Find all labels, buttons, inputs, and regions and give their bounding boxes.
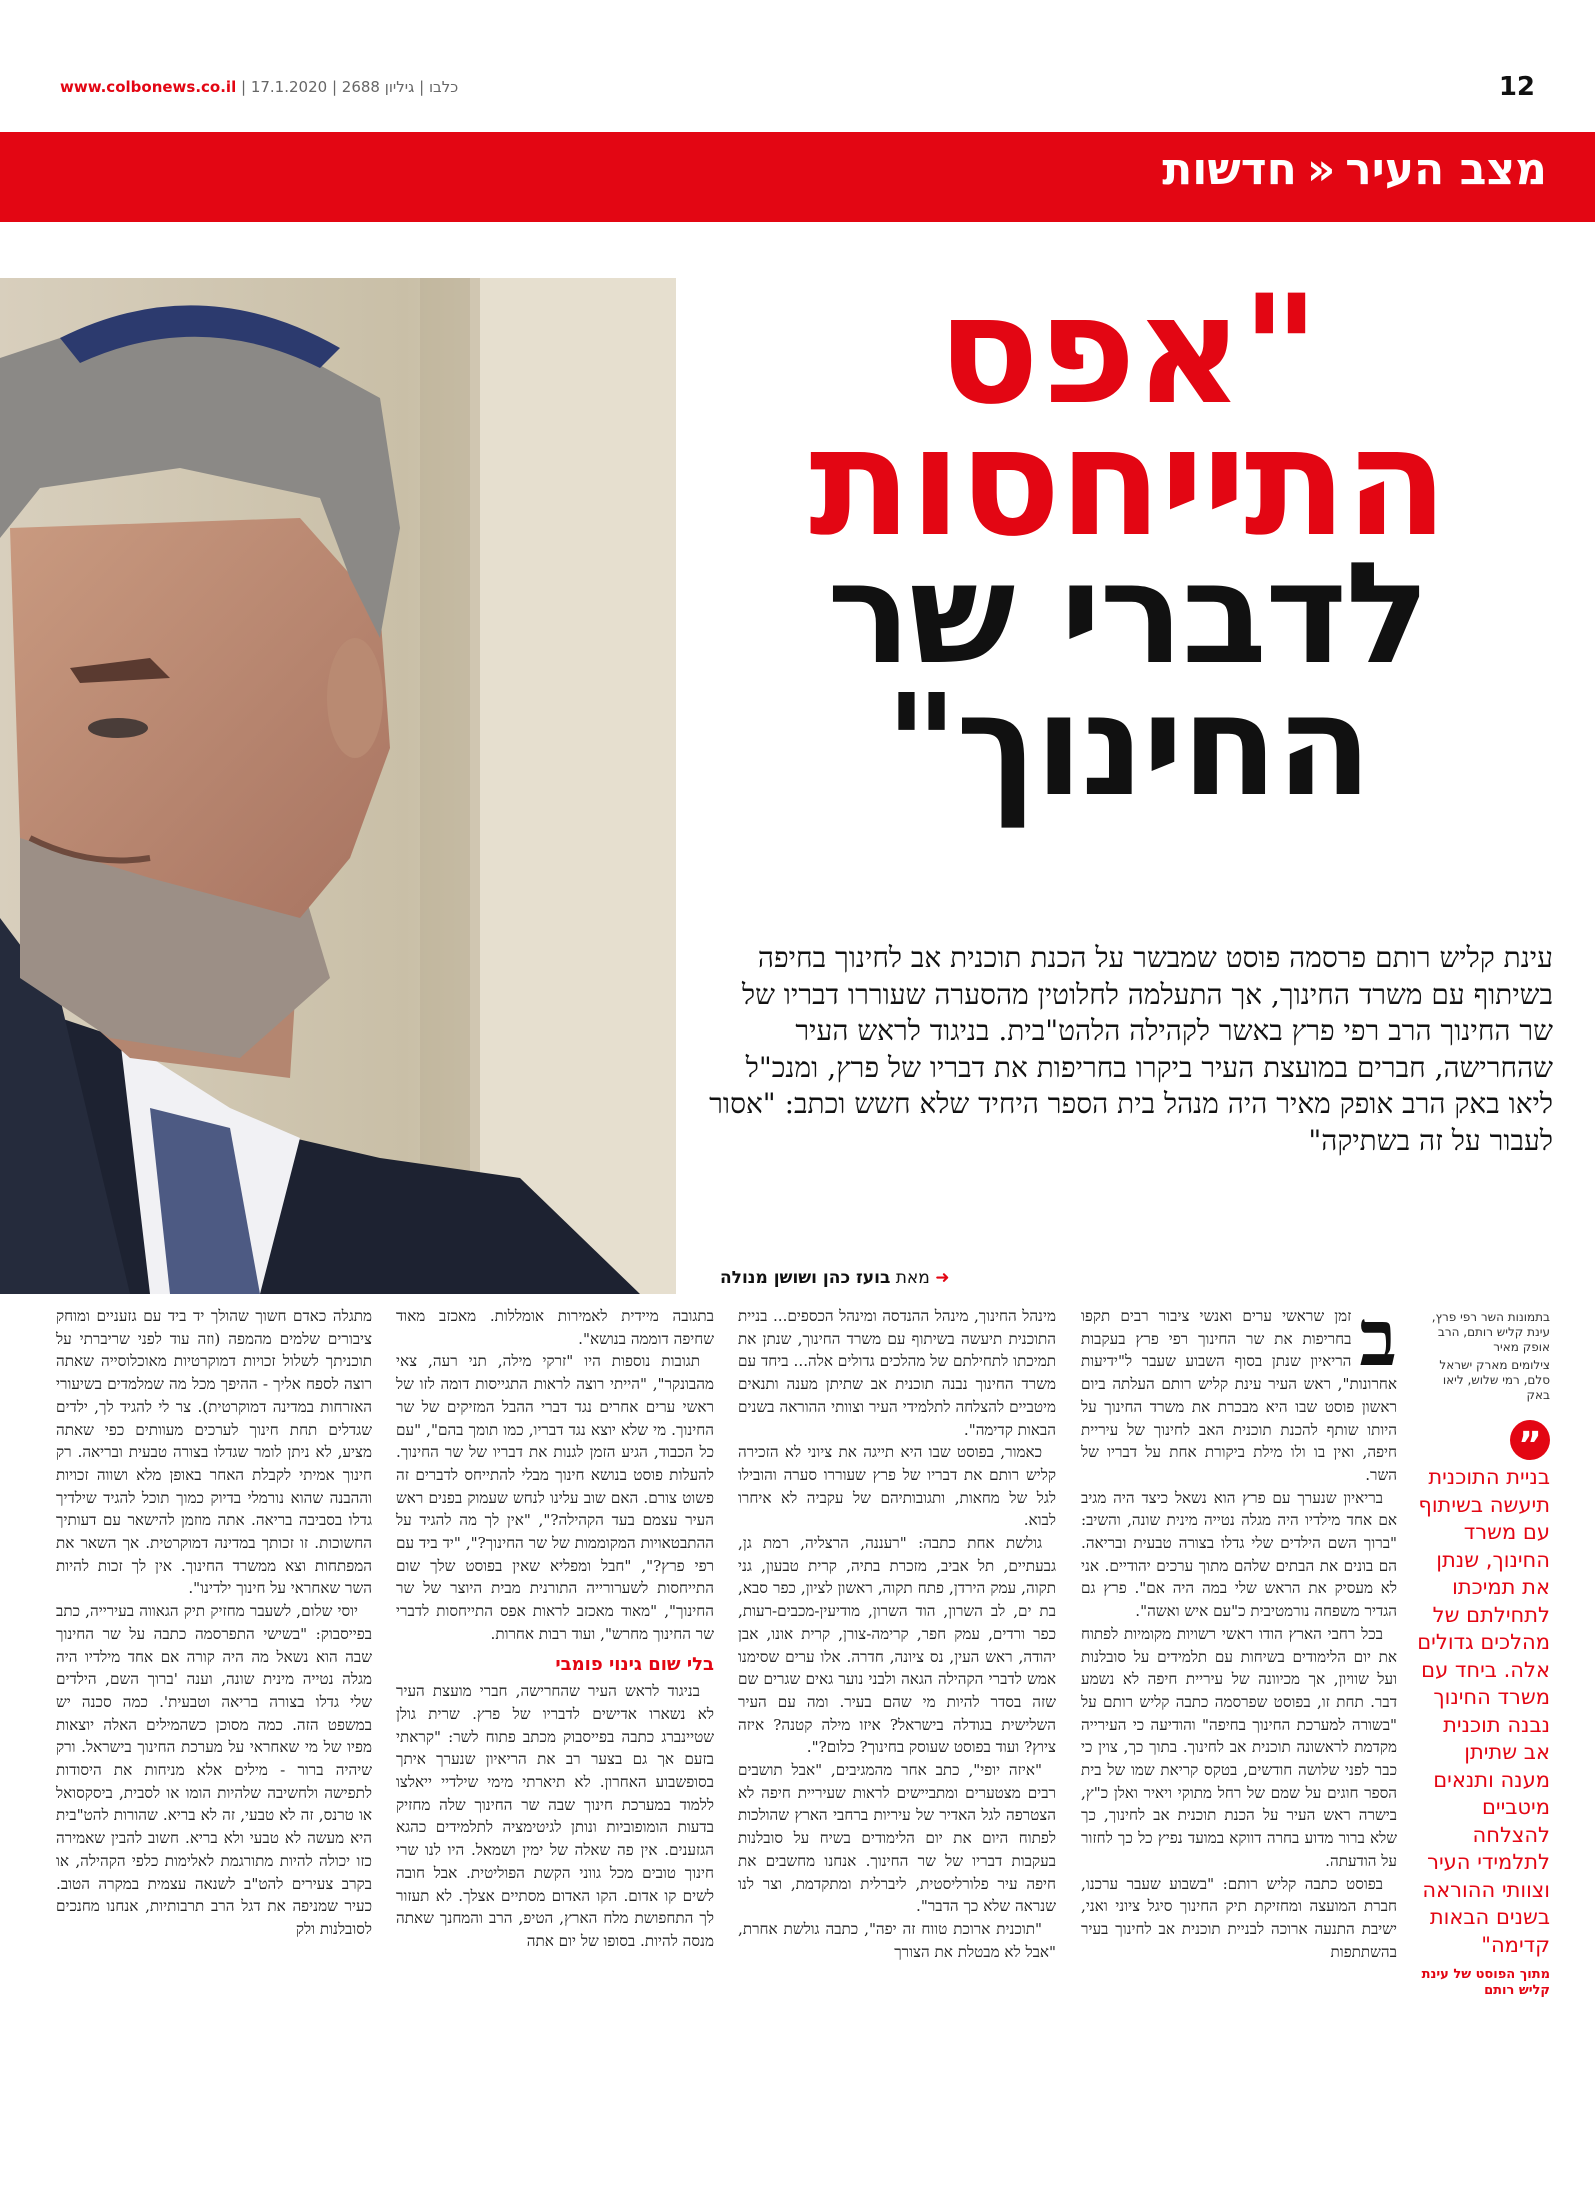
paragraph: "תוכנית ארוכת טווח זה יפה", כתבה גולשת אחרת, "אבל לא מבטלת את הצורך — [738, 1919, 1056, 1961]
headline — [700, 264, 1555, 828]
minister-photo — [0, 278, 676, 1294]
article-deck: עינת קליש רותם פרסמה פוסט שמבשר על הכנת תוכנית אב לחינוך בחיפה בשיתוף עם משרד החינוך, אך התעלמה לחלוטין מהסערה שעוררו דבריו של שר החינוך הרב רפי פרץ באשר לקהילה הלהט"בית. בניגוד לראש העיר שהחרישה, חברים במועצת העיר ביקרו בחריפות את דבריו של פרץ, ומנכ"ל ליאו באק הרב אופק מאיר היה מנהל בית הספר היחיד שלא חשש וכתב: "אסור לעבור על זה בשתיקה" — [709, 941, 1553, 1157]
paragraph: מינהל החינוך, מינהל ההנדסה ומינהל הכספים... בניית התוכנית תיעשה בשיתוף עם משרד החינוך, שנתן את תמיכתו לתחילתם של מהלכים גדולים אלה... ביחד עם משרד החינוך נבנה תוכנית אב שתיתן מענה ותנאים מיטביים להצלחה לתלמידי העיר וצוותי ההוראה בשנים הבאות קדימה". — [738, 1307, 1056, 1439]
page-number: 12 — [1498, 72, 1535, 102]
portrait-illustration — [0, 278, 676, 1294]
header-separator: | — [414, 78, 425, 96]
paragraph: בריאיון שנערך עם פרץ הוא נשאל כיצד היה מגיב אם אחד מילדיו היה מגלה נטייה מינית שונה, והשיב: "ברוך השם הילדים שלי גדלו בצורה טבעית ובריאה. הם בונים את הבתים שלהם מתוך ערכים יהודיים. אני לא מעסיק את הראש שלי במה היה אם". פרץ גם הגדיר משפחה נורמטיבית כ"עם איש ואשה". — [1081, 1488, 1397, 1621]
article-column-2 — [738, 1305, 1056, 2155]
page-header-line — [60, 72, 1535, 102]
pull-quote — [1416, 1420, 1550, 1999]
arrow-right-icon: ➜ — [935, 1268, 950, 1288]
section-name: מצב העיר — [1345, 144, 1547, 195]
header-separator: | — [241, 78, 251, 96]
paragraph: כאמור, בפוסט שבו היא תייגה את ציוני לא הזכירה קליש רותם את דבריו של פרץ שעוררו סערה והובילו לגל של מחאות, ותגובותיהם של עקביה לא איחרו לבוא. — [738, 1443, 1056, 1530]
brand-name: כלבו — [428, 78, 459, 96]
section-bar — [0, 132, 1595, 222]
article-column-1 — [1081, 1305, 1397, 2155]
paragraph: גולשת אחת כתבה: "רעננה, הרצליה, רמת גן, גבעתיים, תל אביב, מזכרת בתיה, קרית טבעון, גני תקוה, עמק הירדן, פתח תקוה, ראשון לציון, כפר סבא, בת ים, לב השרון, הוד השרון, מודיעין-מכבים-רעות, כפר ורדים, עמק חפר, קרימה-צורן, קרית אונו, אבן יהודה, ראש העין, נס ציונה, חדרה. אלו ערים שסימנו אמש לדברי הקהילה הגאה ולבני נוער גאים שגרים שם שזה בסדר להיות מי שהם בעיר. ומה עם העיר השלישית בגודלה בישראל? איזו מילה קטנה? איזה ציוץ? ועוד בפוסט שעוסק בחינוך? כלום?". — [738, 1534, 1056, 1757]
paragraph: תגובות נוספות היו "זרקי מילה, תני רעה, צאי מהבונקר", "הייתי רוצה לראות התגייסות דומה לזו של ראשי ערים אחרים נגד דברי ההבל המזיקים של שר החינוך. מי שלא יוצא נגד דבריו, כמו תומך בהם", "עם כל הכבוד, הגיע הזמן לגנות את דבריו של שר החינוך. להעלות פוסט בנושא חינוך מבלי להתייחס לדברים זה פשוט צורם. האם שוב עלינו לנחש שעמוק בפנים ראש העיר עצמם בעד הקהילה?", "אין לך מה להגיד על ההתבטאויות המקוממות של שר החינוך?", "יד ביד עם רפי פרץ?", "חבל ומפליא שאין בפוסט שלך שום התייחסות לשערורייה התורנית מבית היוצר של שר החינוך", "מאוד מאכזב לראות אפס התייחסות לדברי שר החינוך מחרש", ועוד רבות אחרות. — [396, 1352, 714, 1643]
caption-text: בתמונות השר רפי פרץ, עינת קליש רותם, הרב אופק מאיר — [1431, 1310, 1550, 1354]
paragraph: בפוסט כתבה קליש רותם: "בשבוע שעבר ערכנו, חברת המועצה ומחזיקת תיק החינוך סיגל ציוני ואני, ישיבת התנעה ארוכה לבניית תוכנית אב לחינוך בעיר בהשתתפות — [1081, 1874, 1397, 1961]
issue-date: 17.1.2020 — [250, 78, 328, 96]
paragraph: בתגובה מיידית לאמירות אומללות. מאכזב מאוד שחיפה דוממה בנושא". — [396, 1307, 714, 1348]
pull-quote-text: בניית התוכנית תיעשה בשיתוף עם משרד החינוך, שנתן את תמיכתו לתחילתם של מהלכים גדולים אלה. ביחד עם משרד החינוך נבנה תוכנית אב שתיתן מענה ותנאים מיטביים להצלחה לתלמידי העיר וצוותי ההוראה בשנים הבאות קדימה" — [1417, 1465, 1550, 1957]
paragraph: בכל רחבי הארץ הודו ראשי רשויות מקומיות לפתוח את יום הלימודים בשיחות עם תלמידים על סובלנות ועל שוויון, אך מכיוונה של עיריית חיפה לא נשמע דבר. תחת זו, בפוסט שפרסמה כתבה קליש רותם על "בשורה למערכת החינוך בחיפה" והודיעה כי העירייה מקדמת לראשונה תוכנית אב לחינוך. בתוך כך, צוין כי כבר לפני שלושה חודשים, בטקס קריאת שמו של בית הספר חוגים על שמם של רחל מתוקי ויאיר ואלן כ"ץ, בישרה ראש העיר על הכנת תוכנית אב לחינוך, כך שלא ברור מדוע בחרה דווקא במועד נפיץ כל כך לחזור על הודעתה. — [1081, 1624, 1397, 1870]
byline — [720, 1268, 1553, 1288]
paragraph: יוסי שלום, לשעבר מחזיק תיק הגאווה בעירייה, כתב בפייסבוק: "בשישי התפרסמה כתבה על שר החינוך שבה הוא נשאל מה היה קורה אם אחד מילדיו היה מגלה נטייה מינית שונה, וענה 'ברוך השם, הילדים שלי גדלו בצורה בריאה וטבעית'. כמה סכנה יש במשפט הזה. כמה מסוכן כשהמילים האלה יוצאות מפיו של מי שאחראי על מערכת החינוך בישראל. ורק שיהיה ברור - מילים אלא מניחות את היסודות לתפישה ולחשיבה שלהיות הומו או לסבית, ביסקסואל או טרנס, זה לא טבעי, זה לא בריא. שהורות להט"בית היא מעשה לא טבעי ולא בריא. חשוב להבין שאמירה כזו יכולה להיות מתורגמת לאלימות כלפי הקהילה, או בקרב צעירים להט"ב לשנאה עצמית במקרה הטוב. כעיר שמניפה את דגל הרב תרבותיות, אנחנו מחנכים לסובלנות ולק — [56, 1602, 372, 1938]
paragraph: מתגלה כאדם חשוך שהולך יד ביד עם גזעניים ומוחק ציבורים שלמים מהמפה (וזה עוד לפני שריברתי על תוכניתך לשלול זכויות דמוקרטיות מאוכלוסייה שאתה רוצה לספח אליך - ההיפך מכל מה שמלמדים בשיעורי האזרחות במדינה דמוקרטית). צר לי להגיד לך, ילדים שגדלים תחת חינוך לערכים מעוותים כפי שאתה מציע, לא ניתן לומר שגדלו בצורה טבעית ובריאה. רק חינוך אמיתי לקבלת האחר באופן מלא ושווה זכויות וההבנה שהוא נורמלי בדיוק כמוך תוכל להגיד שילדיך גדלו בסביבה בריאה. אתה מוזמן להישאר עם דעותיך החשוכות. זו זכותך במדינה דמוקרטית. אך השאר את המפתחות וצא ממשרד החינוך. אין לך זכות להיות השר שאחראי על חינוך ילדינו". — [56, 1307, 372, 1598]
paragraph: זמן שראשי ערים ואנשי ציבור רבים תקפו בחריפות את שר החינוך רפי פרץ בעקבות הריאיון שנתן בסוף השבוע שעבר ל"ידיעות אחרונות", ראש העיר עינת קליש רותם העלתה ביום ראשון פוסט שבו היא מבכרת את משרד החינוך על היותו שותף להכנת תוכנית האב לחינוך של עיריית חיפה, ואין בו ולו מילת ביקורת אחת על דבריו של השר. — [1081, 1307, 1397, 1484]
issue-number: גיליון 2688 — [341, 78, 415, 96]
headline-line-4: החינוך" — [885, 665, 1370, 828]
article-column-3 — [396, 1305, 714, 2155]
paragraph: "איזה יופי", כתב אחר מהמגיבים, "אבל תושבים רבים מצטערים ומתביישים לראות שעיריית חיפה לא הצטרפה לגל האדיר של עיריות ברחבי הארץ שהולכות לפתוח היום את יום הלימודים בשיח על סובלנות בעקבות דבריו של שר החינוך. אנחנו מחשבים את חיפה עיר פלורליסטית, ליברלית ומתקדמת, וצר לנו שנראה שלא כך הדבר". — [738, 1761, 1056, 1916]
headline-line-1: "אפס — [937, 264, 1318, 438]
article-column-4 — [56, 1305, 372, 2155]
pull-quote-source: מתוך הפוסט של עינת קליש רותם — [1421, 1967, 1550, 1998]
chevron-left-icon: « — [1306, 144, 1336, 195]
header-separator: | — [327, 78, 337, 96]
subheading: בלי שום גינוי פומבי — [555, 1653, 714, 1675]
drop-cap: ב — [1359, 1305, 1397, 1384]
paragraph: בניגוד לראש העיר שהחרישה, חברי מועצת העיר לא נשארו אדישים לדבריו של פרץ. שרית גולן שטיינברג כתבה בפייסבוק מכתב פתוח לשר: "קראתי בזעם אך גם בצער רב את הריאיון שנערך איתך בסופשבוע האחרון. לא תיארתי מימי שילדיי ייאלצו ללמוד במערכת חינוך שבה שר החינוך שלה מחזיק בדעות הומופוביות ונותן לגיטימציה לתלמידים כהגא הגזענים. אין פה שאלה של ימין ושמאל. היו לנו שרי חינוך טובים מכל גווני הקשת הפוליטית. אבל חובה לשים קו אדום. הקו האדום מסתיים אצלך. לא תעזור לך התחפושת מלח הארץ, הטיפ, הרב והמחנך שאתה מנסה להיות. בסופו של יום אתה — [396, 1682, 714, 1950]
section-category: חדשות — [1162, 144, 1297, 195]
quote-icon: ” — [1510, 1420, 1550, 1460]
section-title — [1162, 144, 1547, 195]
byline-authors: בועז כהן ושושן מנולה — [720, 1268, 891, 1288]
site-url[interactable]: www.colbonews.co.il — [60, 78, 237, 96]
byline-prefix: מאת — [895, 1268, 930, 1288]
caption-credit: צילומים מארק ישראל סלם, רמי שלוש, ליאו באק — [1439, 1358, 1550, 1402]
headline-line-3: לדברי שר — [826, 533, 1429, 696]
photo-caption — [1416, 1310, 1550, 1403]
headline-line-2: התייחסות — [809, 396, 1446, 570]
